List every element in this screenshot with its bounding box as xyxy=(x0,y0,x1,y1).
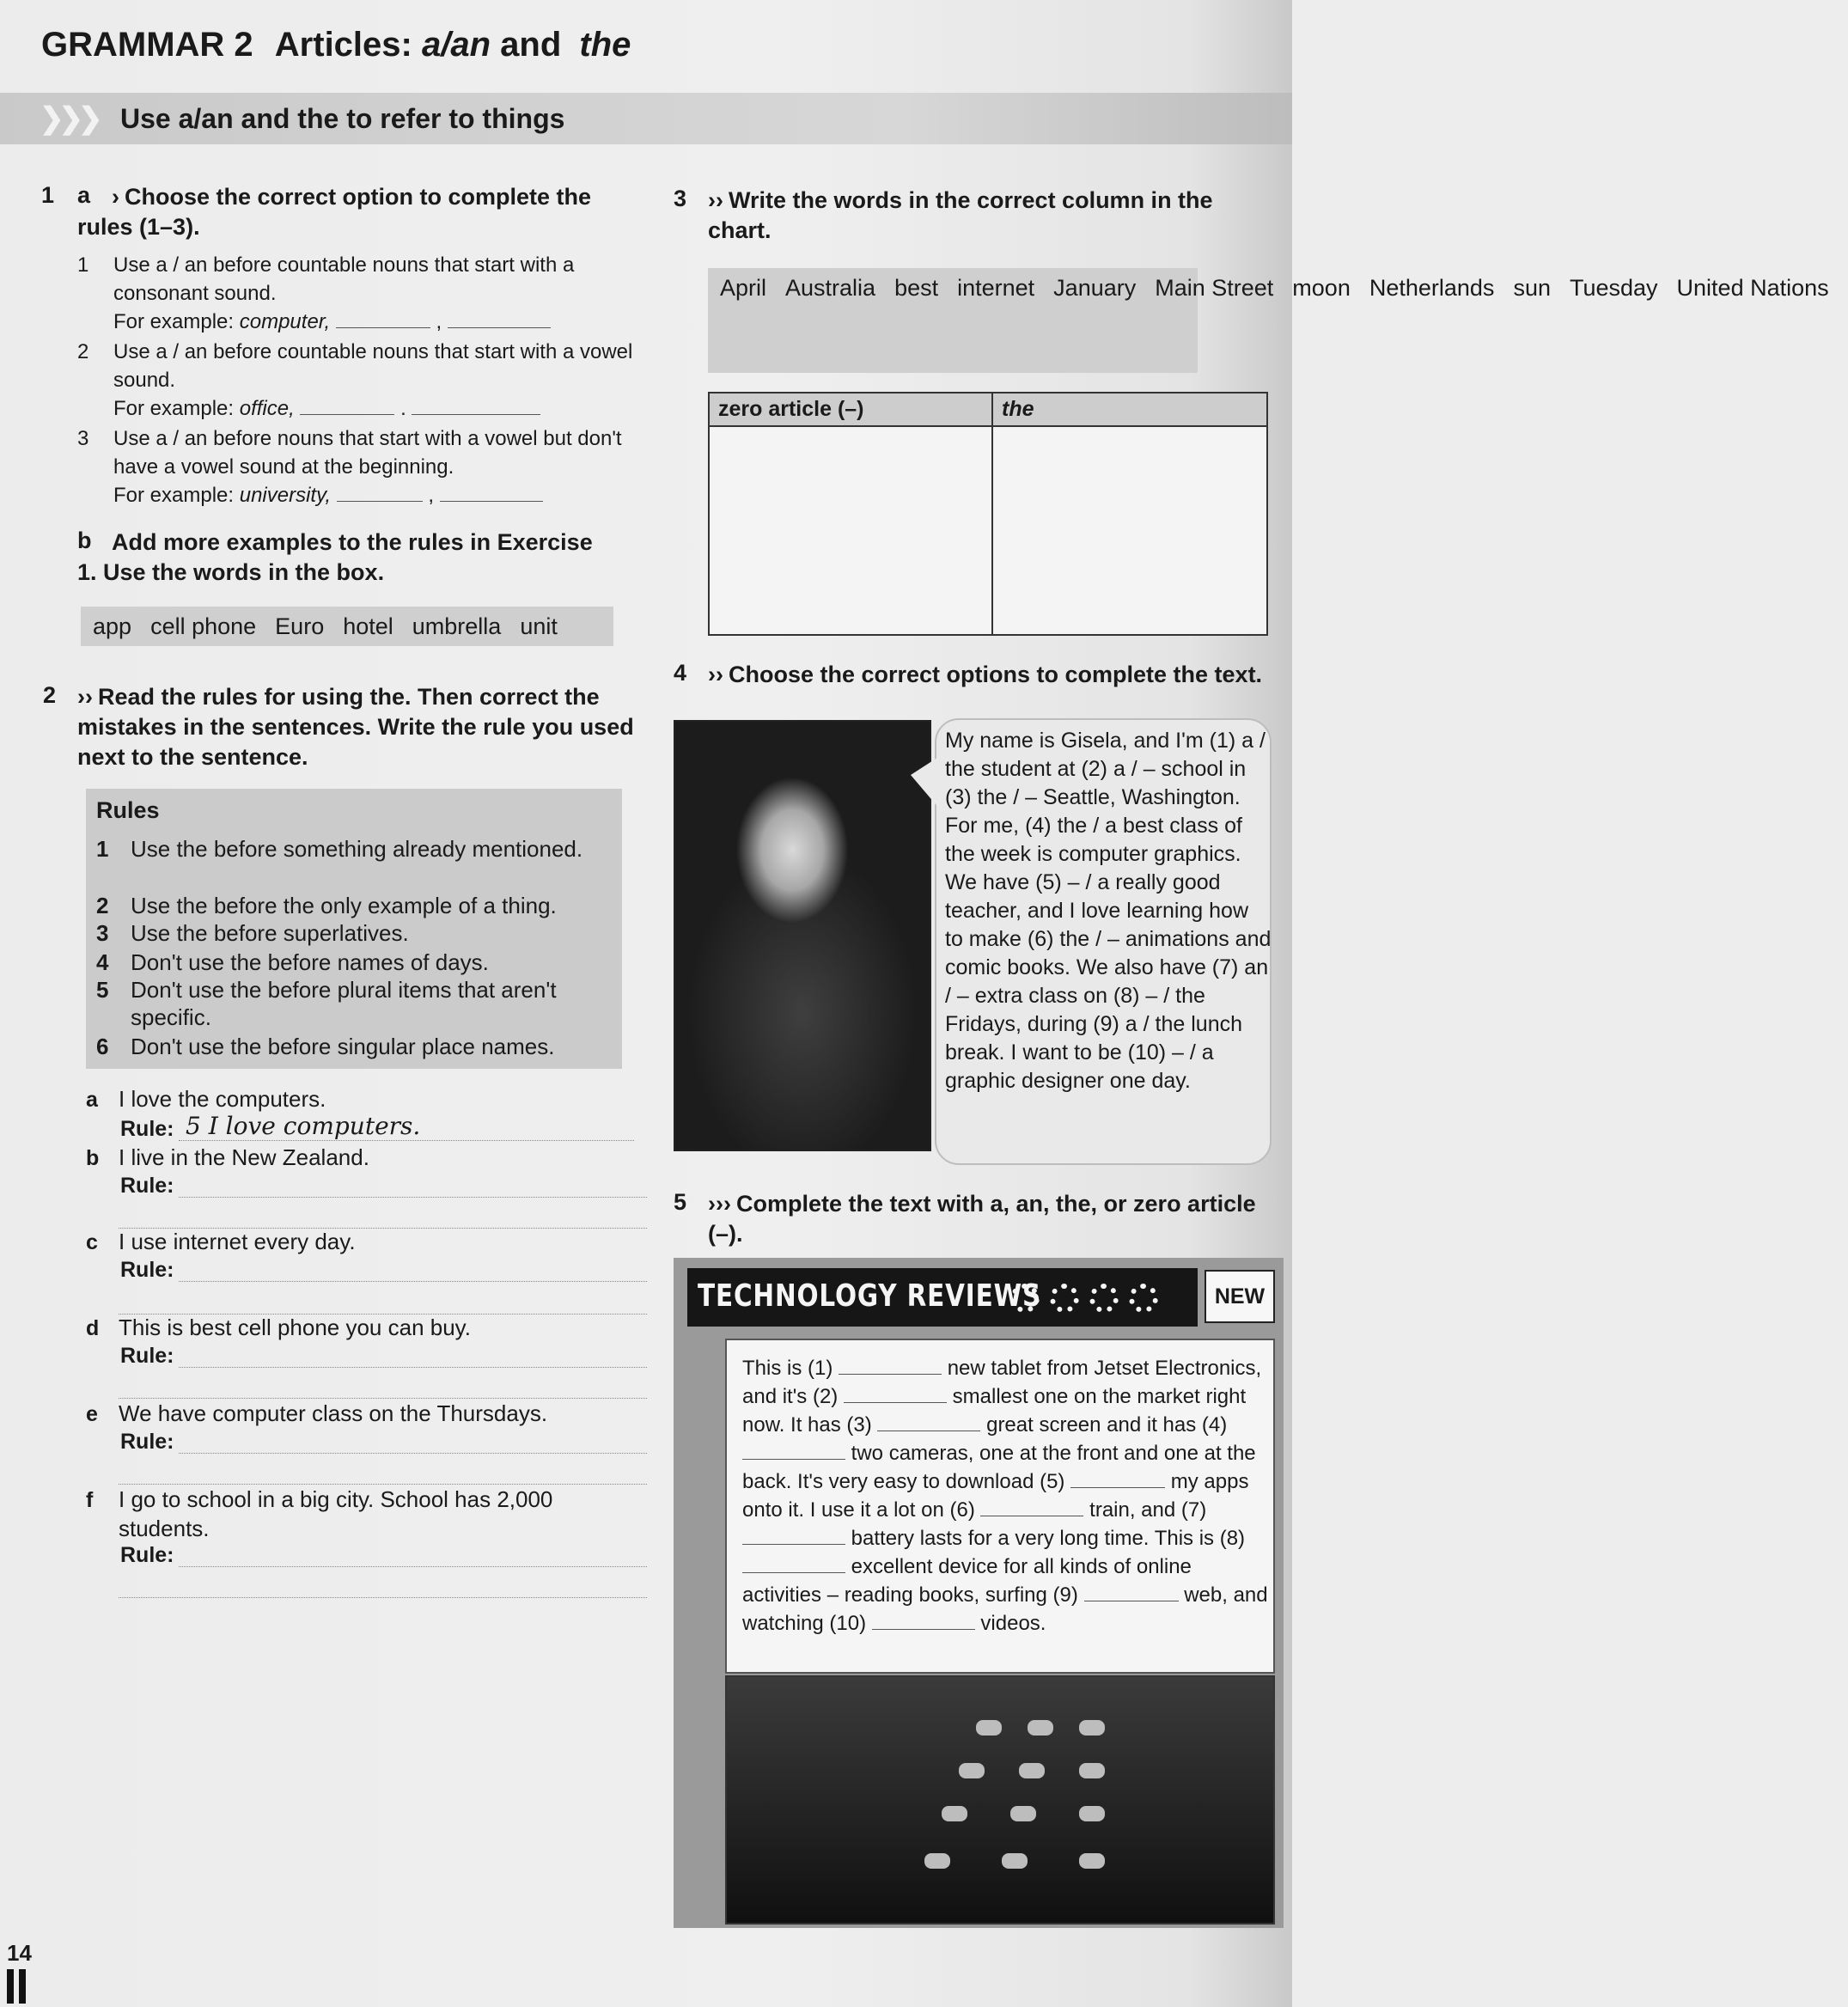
text-segment: videos. xyxy=(980,1612,1046,1635)
chevron-right-icon: ❯❯❯ xyxy=(40,102,98,135)
section-banner xyxy=(0,93,1292,144)
rule-example: For example: office, . xyxy=(113,394,672,423)
keypad-button xyxy=(1079,1720,1105,1736)
girl-photo xyxy=(674,720,931,1151)
answer-blank[interactable] xyxy=(844,1384,947,1403)
zero-article-cell[interactable] xyxy=(709,426,992,635)
new-badge: NEW xyxy=(1205,1270,1275,1323)
exercise-1-word-box xyxy=(81,607,613,646)
exercise-5-number: 5 xyxy=(674,1189,687,1215)
answer-blank[interactable] xyxy=(839,1356,942,1375)
rules-item-text: Don't use the before names of days. xyxy=(131,949,489,975)
rule-text: Use a / an before countable nouns that start with a vowel sound. xyxy=(113,340,633,392)
rule-text: Use a / an before countable nouns that start with a consonant sound. xyxy=(113,253,575,305)
rules-item xyxy=(96,1033,612,1060)
answer-blank[interactable] xyxy=(412,396,540,415)
gear-icon xyxy=(1010,1284,1040,1313)
gear-icon xyxy=(1129,1284,1158,1313)
sentence-text: I live in the New Zealand. xyxy=(119,1144,369,1170)
exercise-3-word-box xyxy=(708,268,1829,373)
keypad-button xyxy=(924,1853,950,1869)
text-segment: smallest one on the market right now. It has (3) xyxy=(742,1385,1247,1437)
handwritten-answer: 5 I love computers. xyxy=(186,1112,421,1140)
rules-item-number: 5 xyxy=(96,977,109,1003)
rule-label: Rule: xyxy=(120,1174,174,1198)
exercise-2-instruction xyxy=(77,682,636,772)
exercise-4-number: 4 xyxy=(674,660,687,686)
answer-blank[interactable] xyxy=(448,309,551,328)
exercise-5-instruction xyxy=(708,1189,1266,1249)
rule-number: 3 xyxy=(77,427,89,450)
text-segment: web, and watching (10) xyxy=(742,1583,1268,1635)
exercise-1b-letter: b xyxy=(77,528,92,553)
text-segment: This is (1) xyxy=(742,1357,833,1380)
rule-number: 2 xyxy=(77,340,89,363)
title-a-an: a/an xyxy=(421,26,491,64)
rule-body xyxy=(113,424,672,509)
rules-item-text: Use the before something already mentioned. xyxy=(131,836,583,862)
answer-blank[interactable] xyxy=(877,1412,980,1431)
tech-review-title: TECHNOLOGY REVIEWS xyxy=(698,1278,1042,1314)
chevron-icon: ›› xyxy=(708,662,723,687)
rule-body xyxy=(113,251,672,336)
rules-item-text: Use the before superlatives. xyxy=(131,920,409,946)
chevron-icon: ›› xyxy=(77,684,93,710)
word-item: Australia xyxy=(785,275,876,301)
sentence-text: I love the computers. xyxy=(119,1086,326,1112)
answer-blank[interactable] xyxy=(742,1554,845,1573)
text-segment: my apps onto it. I use it a lot on (6) xyxy=(742,1470,1249,1522)
column-header-the-text: the xyxy=(1002,397,1034,421)
rules-item-number: 2 xyxy=(96,893,109,918)
word-item: best xyxy=(894,275,939,301)
rule-body xyxy=(113,338,672,423)
answer-blank[interactable] xyxy=(336,309,430,328)
exercise-1a-text: Choose the correct option to complete the rules (1–3). xyxy=(77,184,592,240)
word-item: Netherlands xyxy=(1369,275,1495,301)
word-item: internet xyxy=(957,275,1035,301)
word-item: cell phone xyxy=(150,613,257,639)
exercise-1-number: 1 xyxy=(41,182,55,208)
chevron-icon: ›› xyxy=(708,187,723,213)
word-item: app xyxy=(93,613,132,639)
text-segment: two cameras, one at the front and one at the back. It's very easy to download (5) xyxy=(742,1442,1256,1493)
rule-example: For example: university, , xyxy=(113,481,672,509)
rules-title: Rules xyxy=(96,797,160,823)
exercise-1b-instruction: Add more examples to the rules in Exercise 1. Use the words in the box. xyxy=(77,529,593,585)
chevron-icon: ››› xyxy=(708,1191,731,1217)
answer-blank[interactable] xyxy=(742,1526,845,1545)
page-marker xyxy=(7,1969,14,2004)
word-item: hotel xyxy=(343,613,393,639)
rules-item-number: 4 xyxy=(96,949,109,975)
article-chart xyxy=(708,392,1268,636)
word-item: Main Street xyxy=(1155,275,1274,301)
exercise-3-text: Write the words in the correct column in the chart. xyxy=(708,187,1213,243)
word-item: Tuesday xyxy=(1569,275,1658,301)
rules-item-text: Use the before the only example of a thing. xyxy=(131,893,557,918)
sentence-letter: e xyxy=(86,1402,98,1426)
word-item: unit xyxy=(520,613,558,639)
word-item: moon xyxy=(1292,275,1351,301)
answer-blank[interactable] xyxy=(1070,1469,1165,1488)
example-label: For example: xyxy=(113,310,235,333)
rule-label: Rule: xyxy=(120,1430,174,1454)
keypad-button xyxy=(976,1720,1002,1736)
rule-label: Rule: xyxy=(120,1117,174,1141)
word-item: January xyxy=(1053,275,1137,301)
tech-review-text xyxy=(742,1354,1275,1638)
exercise-4-instruction xyxy=(708,660,1266,690)
word-item: sun xyxy=(1513,275,1551,301)
rules-item xyxy=(96,949,612,976)
sentence-text: This is best cell phone you can buy. xyxy=(119,1315,471,1340)
title-the: the xyxy=(579,26,631,64)
example-word: university, xyxy=(239,484,331,507)
word-item: April xyxy=(720,275,767,301)
rules-item xyxy=(96,892,612,919)
rules-item-number: 1 xyxy=(96,836,109,862)
rules-item-number: 6 xyxy=(96,1034,109,1059)
page-marker xyxy=(19,1969,26,2004)
keypad-button xyxy=(1010,1806,1036,1821)
rule-example: For example: computer, , xyxy=(113,308,672,336)
keypad-button xyxy=(1019,1763,1045,1778)
keypad-button xyxy=(1079,1806,1105,1821)
tablet-photo xyxy=(725,1675,1275,1925)
gear-icon xyxy=(1050,1284,1079,1313)
sentence-text: We have computer class on the Thursdays. xyxy=(119,1400,548,1426)
sentence-text: I go to school in a big city. School has 2,000 students. xyxy=(119,1486,553,1541)
text-segment: excellent device for all kinds of online activities – reading books, surfing (9) xyxy=(742,1555,1192,1607)
sentence-letter: a xyxy=(86,1088,98,1112)
column-header-the xyxy=(992,393,1267,426)
word-item: umbrella xyxy=(412,613,502,639)
rule-number: 1 xyxy=(77,253,89,277)
exercise-2-text: Read the rules for using the. Then correct the mistakes in the sentences. Write the rule you used next to the sentence. xyxy=(77,684,634,770)
keypad-button xyxy=(1079,1763,1105,1778)
keypad-button xyxy=(1002,1853,1028,1869)
answer-line[interactable] xyxy=(119,1596,647,1598)
exercise-2-number: 2 xyxy=(43,682,57,708)
answer-blank[interactable] xyxy=(337,483,423,502)
exercise-1a-letter: a xyxy=(77,182,91,208)
exercise-5-text: Complete the text with a, an, the, or zero article (–). xyxy=(708,1191,1256,1247)
rules-item xyxy=(96,976,612,1031)
answer-blank[interactable] xyxy=(1084,1583,1179,1601)
answer-blank[interactable] xyxy=(872,1611,975,1630)
answer-blank[interactable] xyxy=(742,1441,845,1460)
answer-line[interactable] xyxy=(179,1196,647,1198)
example-label: For example: xyxy=(113,484,235,507)
title-prefix: Articles: xyxy=(274,26,412,64)
text-segment: battery lasts for a very long time. This is (8) xyxy=(851,1527,1246,1550)
answer-line[interactable] xyxy=(179,1280,647,1282)
rules-item-text: Don't use the before plural items that aren't specific. xyxy=(131,977,557,1030)
rule-label: Rule: xyxy=(120,1258,174,1282)
the-cell[interactable] xyxy=(992,426,1267,635)
page-number: 14 xyxy=(7,1940,32,1966)
answer-blank[interactable] xyxy=(300,396,394,415)
example-word: computer, xyxy=(239,310,331,333)
answer-blank[interactable] xyxy=(440,483,543,502)
answer-blank[interactable] xyxy=(980,1498,1083,1516)
keypad-button xyxy=(942,1806,967,1821)
exercise-4-text: Choose the correct options to complete the text. xyxy=(728,662,1263,687)
text-segment: train, and (7) xyxy=(1089,1498,1207,1522)
word-item: Euro xyxy=(275,613,325,639)
sentence-letter: f xyxy=(86,1488,94,1512)
rules-item-text: Don't use the before singular place names. xyxy=(131,1034,555,1059)
rules-box xyxy=(86,789,622,1069)
rule-label: Rule: xyxy=(120,1543,174,1567)
answer-line[interactable] xyxy=(179,1452,647,1454)
text-segment: new tablet from Jetset Electronics, and it's (2) xyxy=(742,1357,1262,1408)
exercise-3-instruction xyxy=(708,186,1266,246)
rules-item xyxy=(96,919,612,947)
rule-label: Rule: xyxy=(120,1344,174,1368)
rule-text: Use a / an before nouns that start with a vowel but don't have a vowel sound at the beginning. xyxy=(113,427,622,479)
speech-bubble-text: My name is Gisela, and I'm (1) a / the student at (2) a / – school in (3) the / – Seattle, Washington. For me, (4) the / a best class of the week is computer graphics. We have (5) – / a really good teacher, and I love learning how to make (6) the / – animations and comic books. We also have (7) an / – extra class on (8) – / the Fridays, during (9) a / the lunch break. I want to be (10) – / a graphic designer one day. xyxy=(945,729,1272,1093)
example-word: office, xyxy=(239,397,295,420)
rules-item-number: 3 xyxy=(96,920,109,946)
title-and: and xyxy=(500,26,562,64)
answer-line[interactable] xyxy=(179,1366,647,1368)
exercise-3-number: 3 xyxy=(674,186,687,211)
gear-icon xyxy=(1089,1284,1119,1313)
exercise-1a-instruction xyxy=(77,182,636,242)
sentence-letter: b xyxy=(86,1146,100,1170)
word-item: United Nations xyxy=(1676,275,1829,301)
keypad-button xyxy=(959,1763,985,1778)
sentence-letter: d xyxy=(86,1316,100,1340)
keypad-button xyxy=(1028,1720,1053,1736)
grammar-label: GRAMMAR 2 xyxy=(41,26,253,64)
example-label: For example: xyxy=(113,397,235,420)
keypad-button xyxy=(1079,1853,1105,1869)
answer-line[interactable] xyxy=(179,1139,634,1141)
answer-line[interactable] xyxy=(179,1565,647,1567)
banner-text: Use a/an and the to refer to things xyxy=(120,103,565,134)
column-header-zero-article: zero article (–) xyxy=(709,393,992,426)
rules-item xyxy=(96,835,612,863)
text-segment: great screen and it has (4) xyxy=(986,1413,1228,1437)
page-title xyxy=(41,26,631,64)
chevron-icon: › xyxy=(112,184,119,210)
speech-bubble-tail xyxy=(911,756,940,809)
sentence-text: I use internet every day. xyxy=(119,1229,356,1254)
sentence-letter: c xyxy=(86,1230,98,1254)
